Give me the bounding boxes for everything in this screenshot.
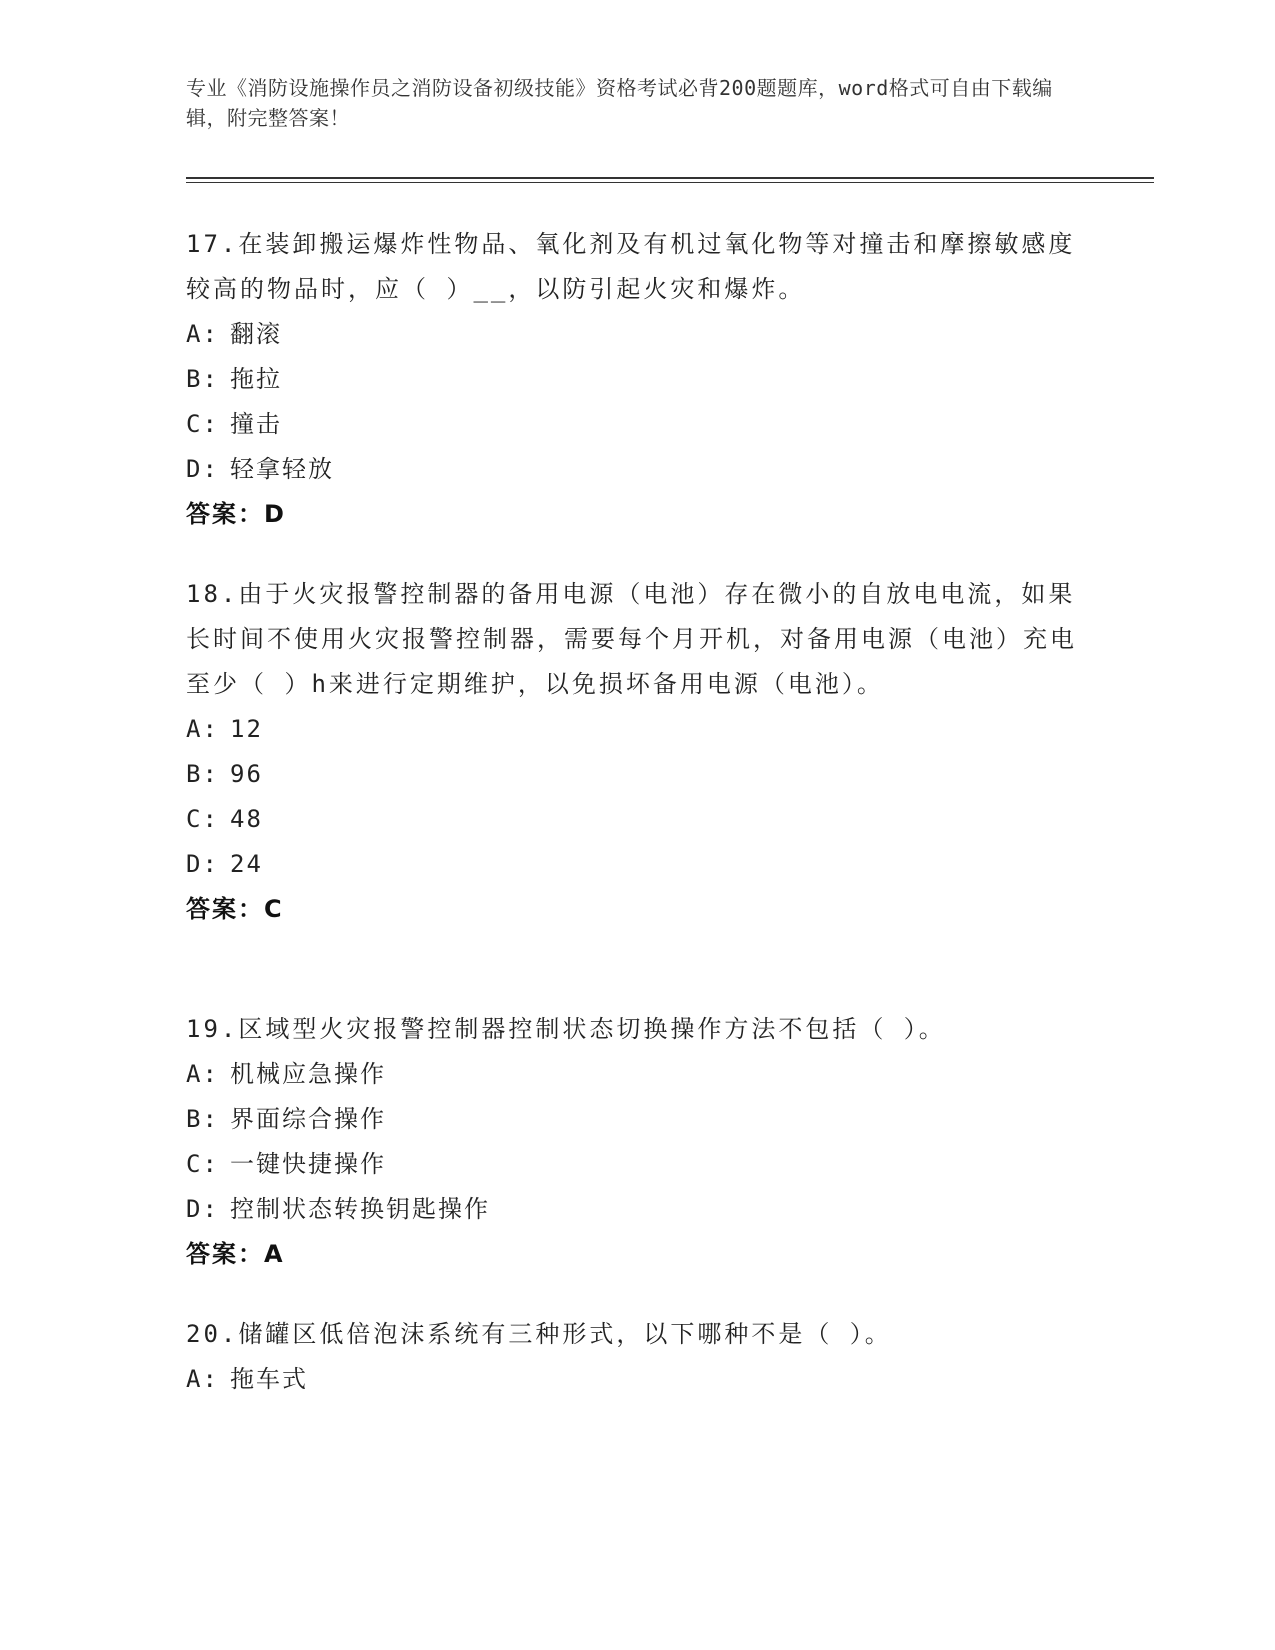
option-a xyxy=(186,707,1086,752)
option-text: 控制状态转换钥匙操作 xyxy=(230,1195,490,1223)
option-text: 机械应急操作 xyxy=(230,1060,386,1088)
option-text: 轻拿轻放 xyxy=(230,455,334,483)
option-key: A: xyxy=(186,1365,219,1393)
option-text: 12 xyxy=(230,715,263,743)
option-b xyxy=(186,1097,1086,1142)
option-key: D: xyxy=(186,850,219,878)
option-key: B: xyxy=(186,1105,219,1133)
option-d xyxy=(186,842,1086,887)
option-text: 24 xyxy=(230,850,263,878)
option-c xyxy=(186,797,1086,842)
option-text: 96 xyxy=(230,760,263,788)
header-rule-thick xyxy=(186,177,1154,179)
option-d xyxy=(186,1187,1086,1232)
answer-label: 答案：D xyxy=(186,500,286,528)
option-a xyxy=(186,1052,1086,1097)
option-text: 一键快捷操作 xyxy=(230,1150,386,1178)
option-key: B: xyxy=(186,365,219,393)
option-key: C: xyxy=(186,805,219,833)
option-key: B: xyxy=(186,760,219,788)
option-key: C: xyxy=(186,1150,219,1178)
option-a xyxy=(186,1357,1086,1402)
option-key: D: xyxy=(186,455,219,483)
option-text: 翻滚 xyxy=(230,320,282,348)
option-a xyxy=(186,312,1086,357)
option-b xyxy=(186,357,1086,402)
document-header: 专业《消防设施操作员之消防设备初级技能》资格考试必背200题题库，word格式可自由下载编辑，附完整答案！ xyxy=(186,76,1053,130)
option-text: 48 xyxy=(230,805,263,833)
header-rule-thin xyxy=(186,182,1154,183)
option-text: 界面综合操作 xyxy=(230,1105,386,1133)
question-18 xyxy=(186,572,1086,932)
option-key: A: xyxy=(186,715,219,743)
answer-label: 答案：A xyxy=(186,1240,285,1268)
question-stem: 18.由于火灾报警控制器的备用电源（电池）存在微小的自放电电流，如果长时间不使用火灾报警控制器，需要每个月开机，对备用电源（电池）充电至少（ ）h来进行定期维护，以免损坏备用电源（电池）。 xyxy=(186,580,1077,698)
option-text: 拖车式 xyxy=(230,1365,308,1393)
option-key: D: xyxy=(186,1195,219,1223)
option-key: A: xyxy=(186,320,219,348)
question-19 xyxy=(186,1007,1086,1277)
option-key: A: xyxy=(186,1060,219,1088)
question-stem: 17.在装卸搬运爆炸性物品、氧化剂及有机过氧化物等对撞击和摩擦敏感度较高的物品时，应（ ）__，以防引起火灾和爆炸。 xyxy=(186,230,1076,303)
option-b xyxy=(186,752,1086,797)
option-c xyxy=(186,402,1086,447)
question-20 xyxy=(186,1312,1086,1402)
question-stem: 20.储罐区低倍泡沫系统有三种形式，以下哪种不是（ ）。 xyxy=(186,1320,892,1348)
question-17 xyxy=(186,222,1086,537)
option-text: 撞击 xyxy=(230,410,282,438)
option-text: 拖拉 xyxy=(230,365,282,393)
option-d xyxy=(186,447,1086,492)
option-c xyxy=(186,1142,1086,1187)
option-key: C: xyxy=(186,410,219,438)
answer-label: 答案：C xyxy=(186,895,284,923)
question-stem: 19.区域型火灾报警控制器控制状态切换操作方法不包括（ ）。 xyxy=(186,1015,946,1043)
